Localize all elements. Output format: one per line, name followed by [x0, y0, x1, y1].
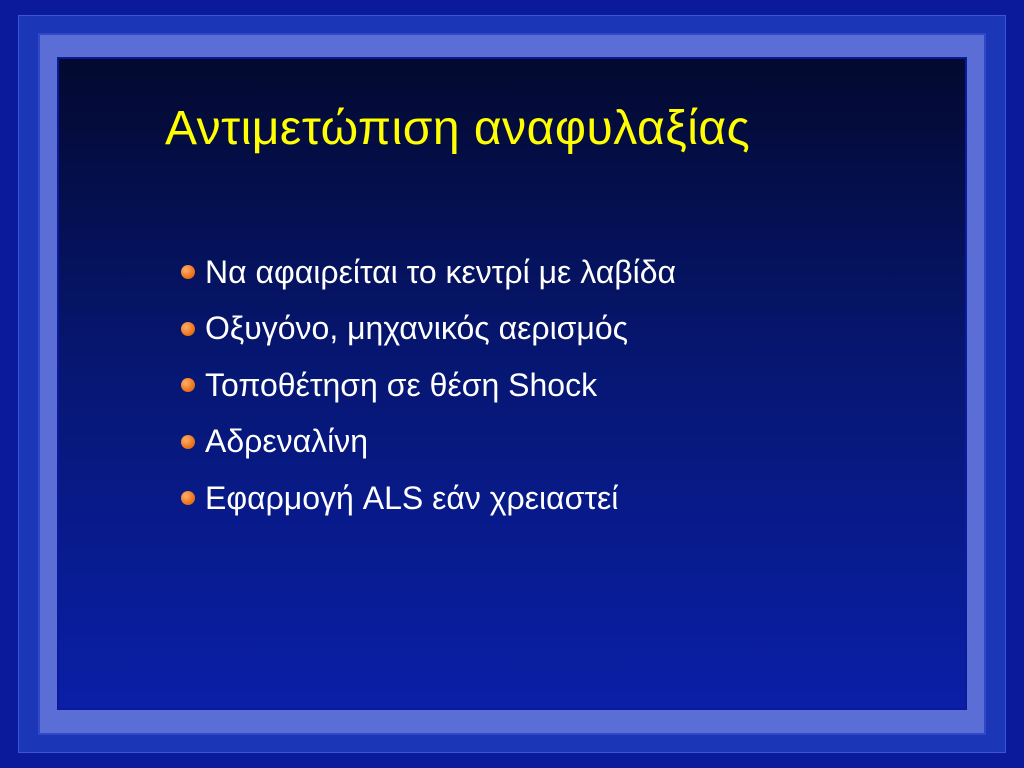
slide-content-area	[57, 57, 967, 710]
bullet-item	[181, 357, 676, 414]
bullet-list	[181, 244, 676, 527]
bullet-text: Τοποθέτηση σε θέση Shock	[205, 366, 598, 403]
bullet-text: Οξυγόνο, μηχανικός αερισμός	[205, 310, 629, 347]
bullet-item	[181, 414, 676, 471]
bullet-item	[181, 470, 676, 527]
circle-bullet-icon	[181, 265, 195, 279]
bullet-text: Εφαρμογή ALS εάν χρειαστεί	[205, 479, 619, 516]
bullet-text: Αδρεναλίνη	[205, 423, 369, 460]
circle-bullet-icon	[181, 322, 195, 336]
circle-bullet-icon	[181, 491, 195, 505]
circle-bullet-icon	[181, 378, 195, 392]
bullet-text: Να αφαιρείται το κεντρί με λαβίδα	[205, 253, 677, 290]
bullet-item	[181, 301, 676, 358]
bullet-item	[181, 244, 676, 301]
slide-title: Αντιμετώπιση αναφυλαξίας	[165, 102, 751, 155]
circle-bullet-icon	[181, 435, 195, 449]
